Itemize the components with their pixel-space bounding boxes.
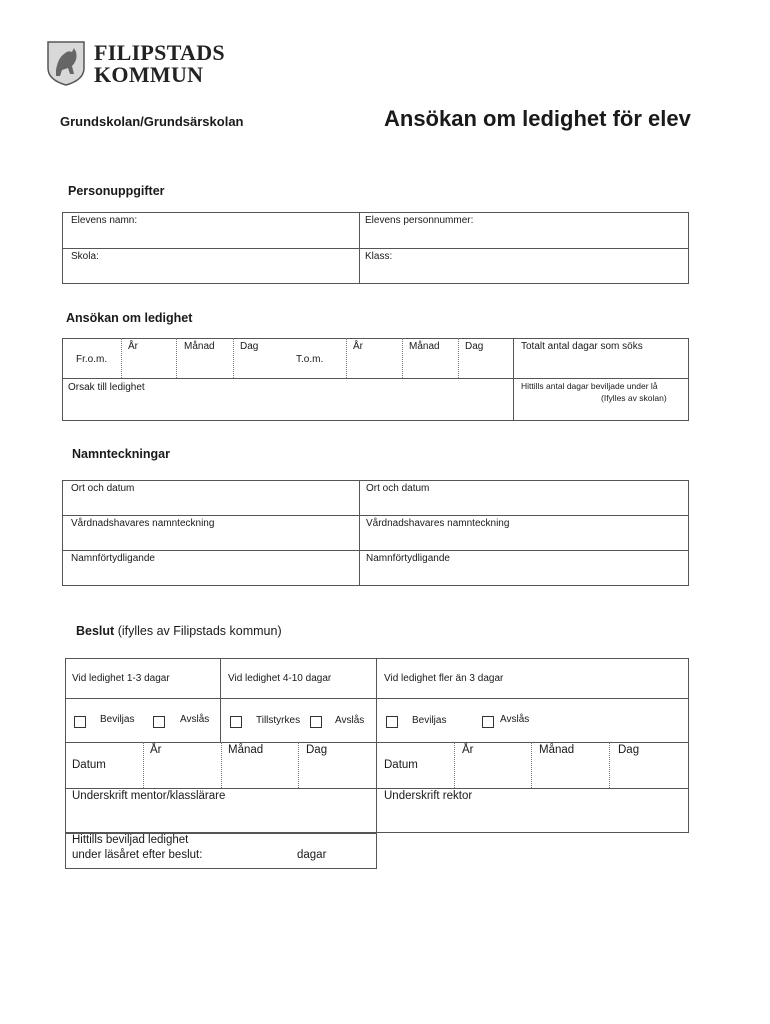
avslas-fler-label: Avslås — [500, 714, 530, 725]
col-fler-an-3-dagar: Vid ledighet fler än 3 dagar — [384, 673, 504, 684]
coat-of-arms-icon — [46, 40, 86, 86]
from-day-label: Dag — [240, 341, 259, 352]
field-ort-datum-1[interactable]: Ort och datum — [71, 483, 135, 494]
org-name-line2: KOMMUN — [94, 62, 204, 87]
org-name-line1: FILIPSTADS — [94, 40, 225, 65]
tillstyrkes-4-10-label: Tillstyrkes — [256, 715, 301, 726]
total-days-label: Totalt antal dagar som söks — [521, 341, 643, 352]
beviljas-fler-label: Beviljas — [412, 715, 447, 726]
beslut-note: (ifylles av Filipstads kommun) — [117, 624, 282, 638]
section-beslut — [76, 624, 282, 638]
checkbox-tillstyrkes-4-10[interactable] — [230, 716, 242, 728]
field-elevens-namn[interactable]: Elevens namn: — [71, 215, 138, 226]
field-namnfortydligande-1[interactable]: Namnförtydligande — [71, 553, 155, 564]
col-1-3-dagar: Vid ledighet 1-3 dagar — [72, 673, 170, 684]
checkbox-beviljas-1-3[interactable] — [74, 716, 86, 728]
datum-left-label: Datum — [72, 759, 106, 771]
tom-month-label: Månad — [409, 341, 440, 352]
from-label: Fr.o.m. — [76, 354, 108, 365]
checkbox-avslas-fler[interactable] — [482, 716, 494, 728]
checkbox-avslas-4-10[interactable] — [310, 716, 322, 728]
field-orsak[interactable]: Orsak till ledighet — [68, 382, 145, 393]
field-klass[interactable]: Klass: — [365, 251, 393, 262]
section-namnteckningar: Namnteckningar — [72, 447, 170, 461]
beslut-heading: Beslut — [76, 624, 115, 638]
field-namnfortydligande-2[interactable]: Namnförtydligande — [366, 553, 450, 564]
hittills-beviljad-line2: under läsåret efter beslut: — [72, 849, 203, 861]
from-month-label: Månad — [184, 341, 215, 352]
manad-left-label: Månad — [228, 744, 264, 756]
section-personuppgifter: Personuppgifter — [68, 184, 165, 198]
field-underskrift-mentor[interactable]: Underskrift mentor/klasslärare — [72, 790, 226, 802]
school-type: Grundskolan/Grundsärskolan — [60, 114, 244, 129]
avslas-1-3-label: Avslås — [180, 714, 210, 725]
tom-label: T.o.m. — [296, 354, 324, 365]
datum-right-label: Datum — [384, 759, 418, 771]
manad-right-label: Månad — [539, 744, 575, 756]
checkbox-beviljas-fler[interactable] — [386, 716, 398, 728]
beviljas-1-3-label: Beviljas — [100, 714, 135, 725]
field-vardnadshavare-2[interactable]: Vårdnadshavares namnteckning — [366, 518, 510, 529]
section-ledighet: Ansökan om ledighet — [66, 311, 193, 325]
field-underskrift-rektor[interactable]: Underskrift rektor — [384, 790, 473, 802]
page-title: Ansökan om ledighet för elev — [384, 106, 691, 131]
ar-right-label: År — [462, 744, 474, 756]
field-skola[interactable]: Skola: — [71, 251, 99, 262]
hittills-beviljad-line1: Hittills beviljad ledighet — [72, 834, 189, 846]
field-elevens-personnummer[interactable]: Elevens personnummer: — [365, 215, 474, 226]
ar-left-label: År — [150, 744, 162, 756]
namnteckningar-table — [62, 480, 689, 586]
field-vardnadshavare-1[interactable]: Vårdnadshavares namnteckning — [71, 518, 215, 529]
field-ort-datum-2[interactable]: Ort och datum — [366, 483, 430, 494]
dag-right-label: Dag — [618, 744, 640, 756]
tom-day-label: Dag — [465, 341, 484, 352]
col-4-10-dagar: Vid ledighet 4-10 dagar — [228, 673, 332, 684]
tom-year-label: År — [353, 341, 363, 352]
checkbox-avslas-1-3[interactable] — [153, 716, 165, 728]
municipality-logo — [46, 40, 225, 88]
hittills-note: (Ifylles av skolan) — [601, 393, 667, 403]
from-year-label: År — [128, 341, 138, 352]
dag-left-label: Dag — [306, 744, 328, 756]
avslas-4-10-label: Avslås — [335, 715, 365, 726]
dagar-label: dagar — [297, 849, 327, 861]
hittills-days-label: Hittills antal dagar beviljade under lå — [521, 381, 658, 391]
